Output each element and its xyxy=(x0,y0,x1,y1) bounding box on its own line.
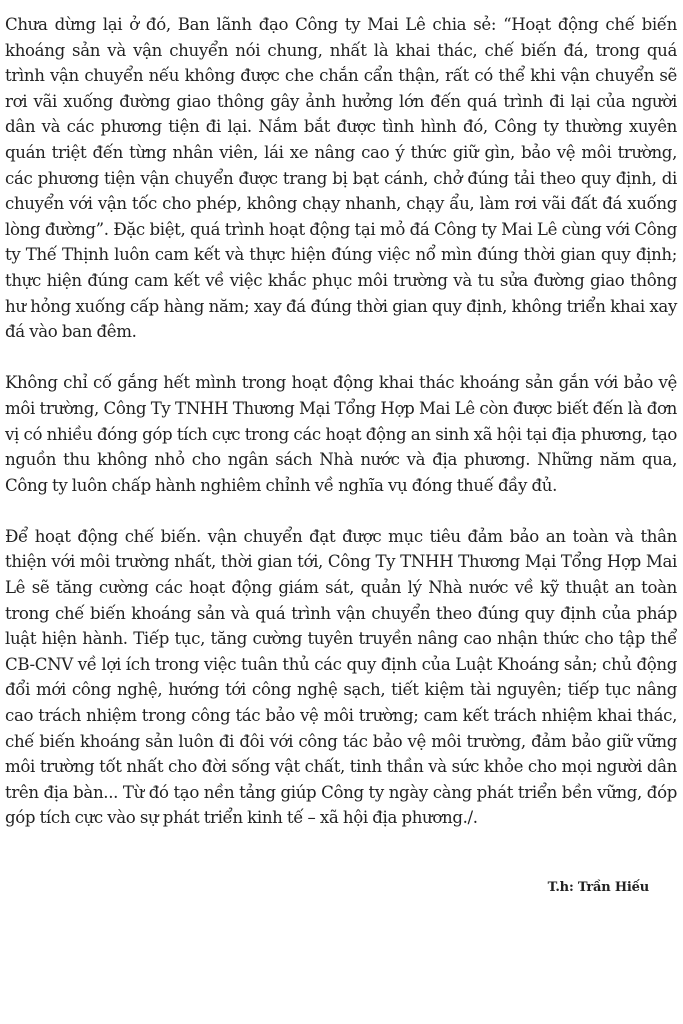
article-paragraph-2: Không chỉ cố gắng hết mình trong hoạt động khai thác khoáng sản gắn với bảo vệ môi trường, Công Ty TNHH Thương Mại Tổng Hợp Mai Lê còn được biết đến là đơn vị có nhiều đóng góp tích cực trong các hoạt động an sinh xã hội tại địa phương, tạo nguồn thu không nhỏ cho ngân sách Nhà nước và địa phương. Những năm qua, Công ty luôn chấp hành nghiêm chỉnh về nghĩa vụ đóng thuế đầy đủ. xyxy=(5,373,677,495)
article-paragraph-3: Để hoạt động chế biến. vận chuyển đạt được mục tiêu đảm bảo an toàn và thân thiện với môi trường nhất, thời gian tới, Công Ty TNHH Thương Mại Tổng Hợp Mai Lê sẽ tăng cường các hoạt động giám sát, quản lý Nhà nước về kỹ thuật an toàn trong chế biến khoáng sản và quá trình vận chuyển theo đúng quy định của pháp luật hiện hành. Tiếp tục, tăng cường tuyên truyền nâng cao nhận thức cho tập thể CB-CNV về lợi ích trong việc tuân thủ các quy định của Luật Khoáng sản; chủ động đổi mới công nghệ, hướng tới công nghệ sạch, tiết kiệm tài nguyên; tiếp tục nâng cao trách nhiệm trong công tác bảo vệ môi trường; cam kết trách nhiệm khai thác, chế biến khoáng sản luôn đi đôi với công tác bảo vệ môi trường, đảm bảo giữ vững môi trường tốt nhất cho đời sống vật chất, tinh thần và sức khỏe cho mọi người dân trên địa bàn... Từ đó tạo nền tảng giúp Công ty ngày càng phát triển bền vững, đóp góp tích cực vào sự phát triển kinh tế – xã hội địa phương./. xyxy=(5,526,677,828)
article-paragraph-1: Chưa dừng lại ở đó, Ban lãnh đạo Công ty Mai Lê chia sẻ: “Hoạt động chế biến khoáng sản và vận chuyển nói chung, nhất là khai thác, chế biến đá, trong quá trình vận chuyển nếu không được che chắn cẩn thận, rất có thể khi vận chuyển sẽ rơi vãi xuống đường giao thông gây ảnh hưởng lớn đến quá trình đi lại của người dân và các phương tiện đi lại. Nắm bắt được tình hình đó, Công ty thường xuyên quán triệt đến từng nhân viên, lái xe nâng cao ý thức giữ gìn, bảo vệ môi trường, các phương tiện vận chuyển được trang bị bạt cánh, chở đúng tải theo quy định, di chuyển với vận tốc cho phép, không chạy nhanh, chạy ẩu, làm rơi vãi đất đá xuống lòng đường”. Đặc biệt, quá trình hoạt động tại mỏ đá Công ty Mai Lê cùng với Công ty Thế Thịnh luôn cam kết và thực hiện đúng việc nổ mìn đúng thời gian quy định; thực hiện đúng cam kết về việc khắc phục môi trường và tu sửa đường giao thông hư hỏng xuống cấp hàng năm; xay đá đúng thời gian quy định, không triển khai xay đá vào ban đêm. xyxy=(5,15,677,342)
author-byline: T.h: Trần Hiếu xyxy=(547,880,649,895)
article-body xyxy=(5,12,677,857)
